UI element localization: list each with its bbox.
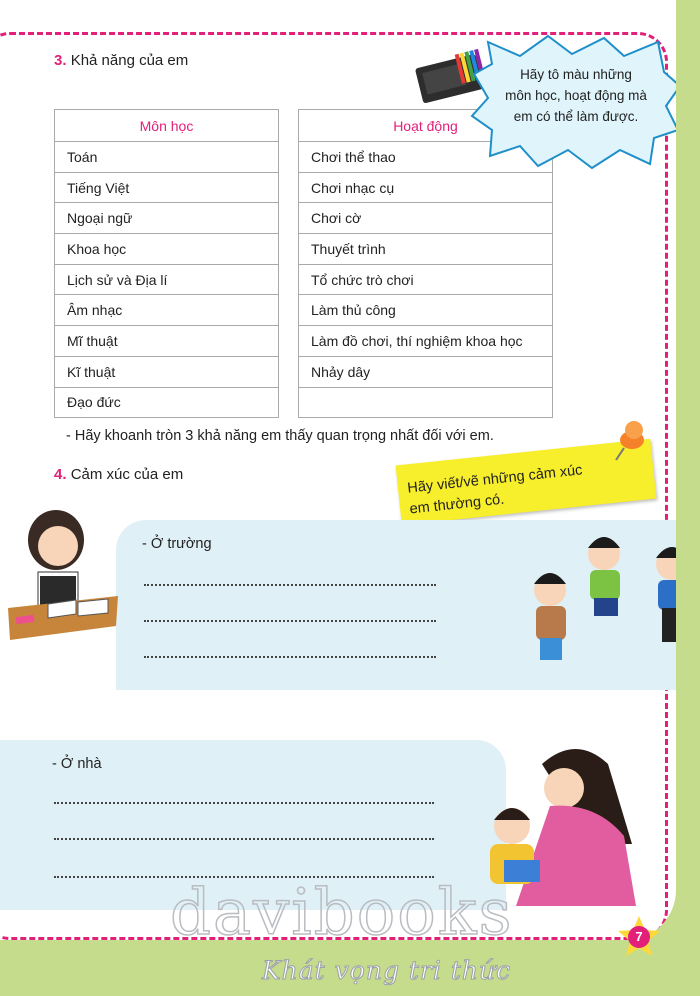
section-4-heading <box>54 466 183 483</box>
girl-at-desk-illustration <box>0 500 120 640</box>
subject-cell[interactable]: Toán <box>55 142 279 173</box>
subject-cell[interactable]: Ngoại ngữ <box>55 203 279 234</box>
activity-cell[interactable]: Chơi thể thao <box>299 142 553 173</box>
subject-cell[interactable]: Tiếng Việt <box>55 172 279 203</box>
subject-cell[interactable]: Lịch sử và Địa lí <box>55 264 279 295</box>
activities-header: Hoạt động <box>299 110 553 142</box>
school-write-line[interactable] <box>144 620 436 622</box>
davibooks-watermark: davibooks <box>170 876 514 940</box>
home-write-line[interactable] <box>54 838 434 840</box>
activity-cell[interactable] <box>299 387 553 418</box>
section-3-heading <box>54 52 188 69</box>
section-3-title: Khả năng của em <box>70 52 189 69</box>
subjects-header: Môn học <box>55 110 279 142</box>
tip-line: môn học, hoạt động mà <box>505 88 647 103</box>
activity-cell[interactable]: Chơi nhạc cụ <box>299 172 553 203</box>
tip-line: Hãy tô màu những <box>520 67 632 82</box>
activity-cell[interactable]: Làm thủ công <box>299 295 553 326</box>
school-label: - Ở trường <box>142 536 212 552</box>
subject-cell[interactable]: Kĩ thuật <box>55 356 279 387</box>
subject-cell[interactable]: Khoa học <box>55 234 279 265</box>
tip-line: Hãy viết/vẽ những cảm xúc <box>406 462 584 497</box>
home-write-line[interactable] <box>54 802 434 804</box>
tip-line: em có thể làm được. <box>513 109 639 124</box>
home-label: - Ở nhà <box>52 756 102 772</box>
school-write-line[interactable] <box>144 656 436 658</box>
page-number: 7 <box>628 926 650 948</box>
subject-cell[interactable]: Âm nhạc <box>55 295 279 326</box>
subjects-table <box>54 109 279 418</box>
activity-cell[interactable]: Làm đồ chơi, thí nghiệm khoa học <box>299 326 553 357</box>
activity-cell[interactable]: Tổ chức trò chơi <box>299 264 553 295</box>
activity-cell[interactable]: Thuyết trình <box>299 234 553 265</box>
subject-cell[interactable]: Đạo đức <box>55 387 279 418</box>
activity-cell[interactable]: Nhảy dây <box>299 356 553 387</box>
activity-cell[interactable]: Chơi cờ <box>299 203 553 234</box>
pushpin-icon <box>612 418 648 462</box>
section-4-title: Cảm xúc của em <box>70 466 184 483</box>
slogan: Khát vọng tri thức <box>262 956 512 985</box>
section-4-number: 4. <box>54 466 67 483</box>
school-write-line[interactable] <box>144 584 436 586</box>
section-3-tip <box>476 64 676 127</box>
subject-cell[interactable]: Mĩ thuật <box>55 326 279 357</box>
circle-instruction: - Hãy khoanh tròn 3 khả năng em thấy quan trọng nhất đối với em. <box>66 428 494 444</box>
tip-line: em thường có. <box>408 491 506 518</box>
kids-playing-illustration <box>520 520 676 700</box>
section-3-number: 3. <box>54 52 67 69</box>
